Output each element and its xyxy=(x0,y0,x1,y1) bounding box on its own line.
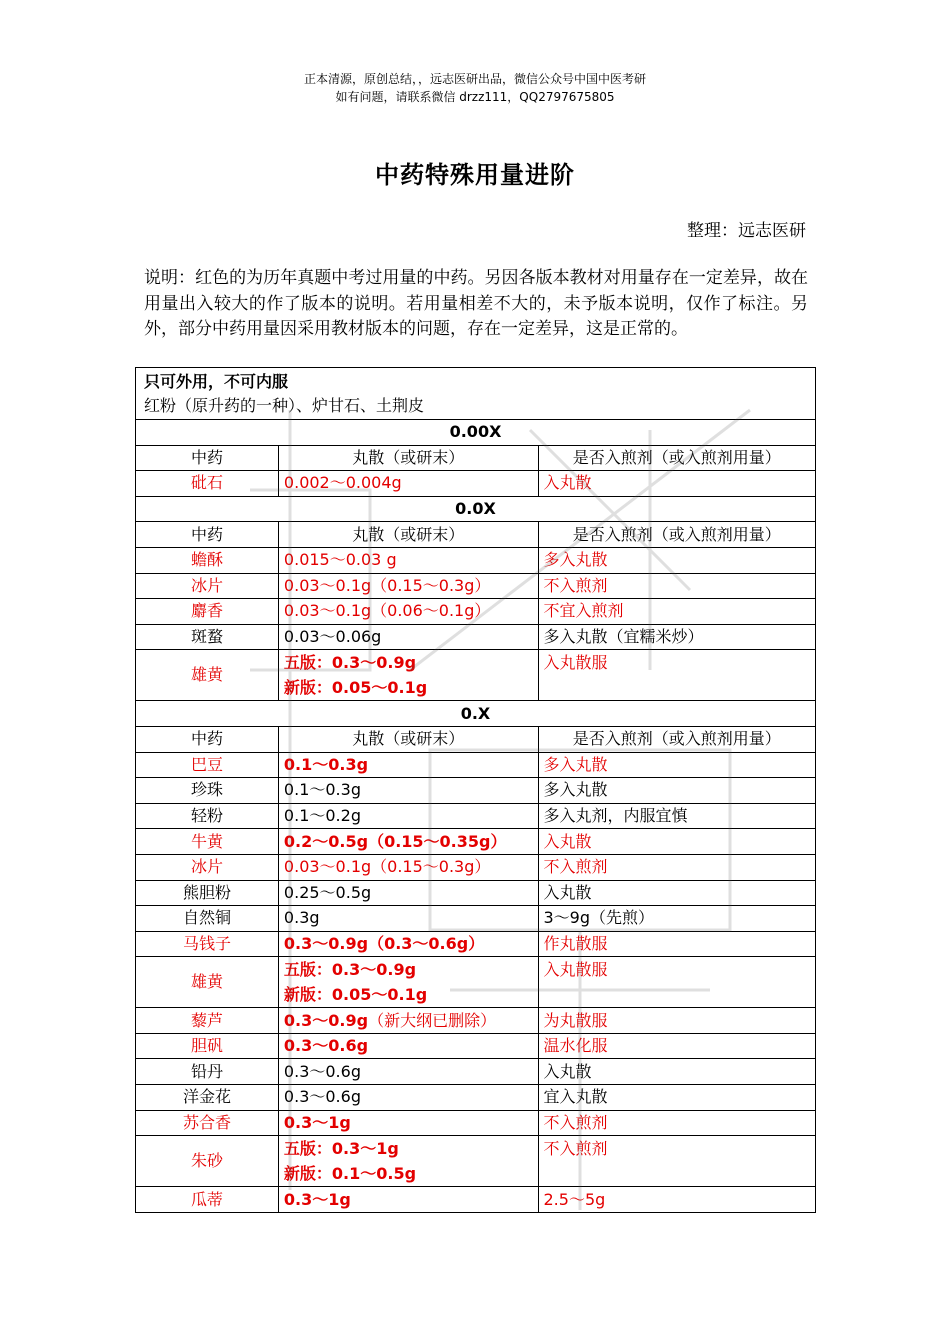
header-line-1: 正本清源，原创总结，，远志医研出品，微信公众号中国中医考研 xyxy=(303,72,646,86)
herb-cell: 雄黄 xyxy=(136,650,279,701)
column-header-herb: 中药 xyxy=(136,522,279,548)
table-row xyxy=(136,599,816,625)
column-header-row xyxy=(136,726,816,752)
table-row xyxy=(136,1033,816,1059)
herb-cell: 蟾酥 xyxy=(136,547,279,573)
decoction-cell: 作丸散服 xyxy=(538,931,816,957)
dose-cell: 0.03～0.1g（0.15～0.3g） xyxy=(278,573,538,599)
table-row xyxy=(136,573,816,599)
column-header-powder: 丸散（或研末） xyxy=(278,726,538,752)
decoction-cell: 入丸散 xyxy=(538,1059,816,1085)
decoction-cell: 多入丸散 xyxy=(538,547,816,573)
column-header-herb: 中药 xyxy=(136,726,279,752)
author-line: 整理：远志医研 xyxy=(687,221,806,241)
table-row xyxy=(136,1059,816,1085)
explanation-paragraph: 说明：红色的为历年真题中考过用量的中药。另因各版本教材对用量存在一定差异，故在用量出入较大的作了版本的说明。若用量相差不大的，未予版本说明，仅作了标注。另外，部分中药用量因采用教材版本的问题，存在一定差异，这是正常的。 xyxy=(144,268,808,339)
decoction-cell: 为丸散服 xyxy=(538,1008,816,1034)
decoction-cell: 多入丸散 xyxy=(538,752,816,778)
decoction-cell: 不宜入煎剂 xyxy=(538,599,816,625)
section-row xyxy=(136,701,816,727)
external-only-items: 红粉（原升药的一种）、炉甘石、土荆皮 xyxy=(144,396,425,415)
table-row xyxy=(136,1110,816,1136)
decoction-cell: 多入丸散（宜糯米炒） xyxy=(538,624,816,650)
dose-cell xyxy=(278,1008,538,1034)
dose-version-old: 五版：0.3～0.9g xyxy=(283,960,417,980)
dose-cell: 0.3～1g xyxy=(278,1110,538,1136)
table-row xyxy=(136,778,816,804)
table-row xyxy=(136,1008,816,1034)
external-only-heading: 只可外用，不可内服 xyxy=(144,372,289,391)
dose-value: 0.3～0.9g xyxy=(283,1010,369,1030)
herb-cell: 朱砂 xyxy=(136,1136,279,1187)
herb-cell: 冰片 xyxy=(136,573,279,599)
decoction-cell: 多入丸剂，内服宜慎 xyxy=(538,803,816,829)
table-row xyxy=(136,471,816,497)
table-row xyxy=(136,803,816,829)
dose-cell xyxy=(278,1136,538,1187)
herb-cell: 轻粉 xyxy=(136,803,279,829)
decoction-cell: 入丸散 xyxy=(538,829,816,855)
dose-cell: 0.3～0.6g xyxy=(278,1059,538,1085)
column-header-row xyxy=(136,522,816,548)
herb-cell: 熊胆粉 xyxy=(136,880,279,906)
decoction-cell: 宜入丸散 xyxy=(538,1085,816,1111)
dose-cell: 0.03～0.1g（0.15～0.3g） xyxy=(278,854,538,880)
dose-cell: 0.1～0.2g xyxy=(278,803,538,829)
table-row xyxy=(136,931,816,957)
decoction-cell: 入丸散服 xyxy=(538,957,816,1008)
table-row xyxy=(136,650,816,701)
dose-cell: 0.002～0.004g xyxy=(278,471,538,497)
herb-cell: 砒石 xyxy=(136,471,279,497)
herb-cell: 藜芦 xyxy=(136,1008,279,1034)
dose-version-new: 新版：0.05～0.1g xyxy=(283,984,428,1004)
herb-cell: 牛黄 xyxy=(136,829,279,855)
decoction-cell: 入丸散 xyxy=(538,471,816,497)
column-header-powder: 丸散（或研末） xyxy=(278,445,538,471)
dose-version-new: 新版：0.1～0.5g xyxy=(283,1163,417,1183)
column-header-decoction: 是否入煎剂（或入煎剂用量） xyxy=(538,522,816,548)
herb-cell: 洋金花 xyxy=(136,1085,279,1111)
dose-cell xyxy=(278,957,538,1008)
table-row xyxy=(136,906,816,932)
table-row xyxy=(136,829,816,855)
dose-cell: 0.1～0.3g xyxy=(278,778,538,804)
herb-cell: 珍珠 xyxy=(136,778,279,804)
section-title: 0.00X xyxy=(136,420,816,446)
dose-cell: 0.03～0.06g xyxy=(278,624,538,650)
external-only-cell xyxy=(136,368,816,420)
dose-cell: 0.3g xyxy=(278,906,538,932)
page-title: 中药特殊用量进阶 xyxy=(375,161,575,189)
section-title: 0.0X xyxy=(136,496,816,522)
dose-cell: 0.03～0.1g（0.06～0.1g） xyxy=(278,599,538,625)
herb-cell: 麝香 xyxy=(136,599,279,625)
dosage-table xyxy=(135,367,816,1213)
decoction-cell: 不入煎剂 xyxy=(538,1136,816,1187)
table-row xyxy=(136,1085,816,1111)
decoction-cell: 入丸散服 xyxy=(538,650,816,701)
table-row xyxy=(136,957,816,1008)
herb-cell: 苏合香 xyxy=(136,1110,279,1136)
decoction-cell: 温水化服 xyxy=(538,1033,816,1059)
table-row xyxy=(136,752,816,778)
dose-cell: 0.3～0.6g xyxy=(278,1033,538,1059)
dose-cell: 0.3～0.9g（0.3～0.6g） xyxy=(278,931,538,957)
herb-cell: 冰片 xyxy=(136,854,279,880)
dose-cell: 0.25～0.5g xyxy=(278,880,538,906)
herb-cell: 铅丹 xyxy=(136,1059,279,1085)
section-row xyxy=(136,420,816,446)
herb-cell: 自然铜 xyxy=(136,906,279,932)
column-header-decoction: 是否入煎剂（或入煎剂用量） xyxy=(538,445,816,471)
external-only-row xyxy=(136,368,816,420)
dose-cell: 0.015～0.03 g xyxy=(278,547,538,573)
section-row xyxy=(136,496,816,522)
herb-cell: 马钱子 xyxy=(136,931,279,957)
decoction-cell: 不入煎剂 xyxy=(538,1110,816,1136)
decoction-cell: 不入煎剂 xyxy=(538,854,816,880)
dose-cell: 0.3～1g xyxy=(278,1187,538,1213)
dose-cell: 0.2～0.5g（0.15～0.35g） xyxy=(278,829,538,855)
section-title: 0.X xyxy=(136,701,816,727)
dose-version-old: 五版：0.3～0.9g xyxy=(283,653,417,673)
dose-remark: （新大纲已删除） xyxy=(368,1010,497,1030)
herb-cell: 胆矾 xyxy=(136,1033,279,1059)
column-header-herb: 中药 xyxy=(136,445,279,471)
decoction-cell: 3～9g（先煎） xyxy=(538,906,816,932)
decoction-cell: 入丸散 xyxy=(538,880,816,906)
table-row xyxy=(136,624,816,650)
decoction-cell: 多入丸散 xyxy=(538,778,816,804)
dose-version-old: 五版：0.3～1g xyxy=(283,1139,399,1159)
column-header-powder: 丸散（或研末） xyxy=(278,522,538,548)
dose-cell: 0.3～0.6g xyxy=(278,1085,538,1111)
column-header-decoction: 是否入煎剂（或入煎剂用量） xyxy=(538,726,816,752)
table-row xyxy=(136,880,816,906)
dose-version-new: 新版：0.05～0.1g xyxy=(283,677,428,697)
table-row xyxy=(136,547,816,573)
herb-cell: 雄黄 xyxy=(136,957,279,1008)
decoction-cell: 不入煎剂 xyxy=(538,573,816,599)
table-row xyxy=(136,1136,816,1187)
decoction-cell: 2.5～5g xyxy=(538,1187,816,1213)
herb-cell: 斑蝥 xyxy=(136,624,279,650)
dose-cell: 0.1～0.3g xyxy=(278,752,538,778)
table-row xyxy=(136,854,816,880)
header-line-2: 如有问题，请联系微信 drzz111，QQ2797675805 xyxy=(335,90,615,104)
herb-cell: 瓜蒂 xyxy=(136,1187,279,1213)
column-header-row xyxy=(136,445,816,471)
dose-cell xyxy=(278,650,538,701)
table-row xyxy=(136,1187,816,1213)
herb-cell: 巴豆 xyxy=(136,752,279,778)
